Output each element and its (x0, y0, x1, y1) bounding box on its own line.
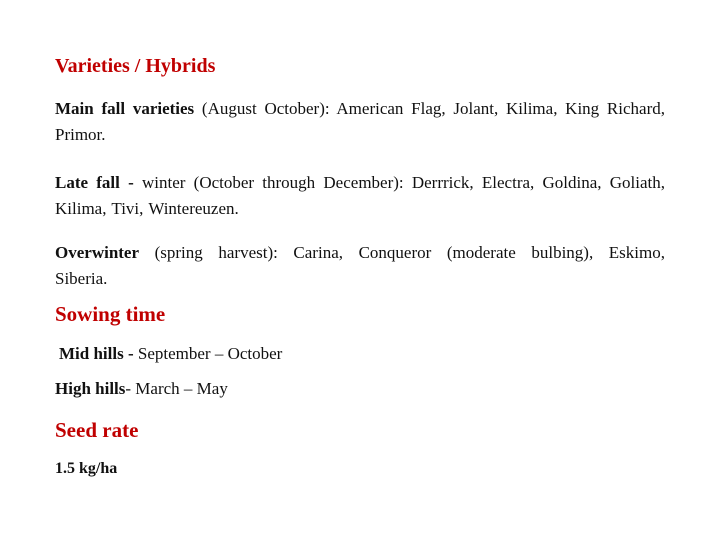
overwinter-paragraph (55, 240, 665, 292)
mid-hills-line (59, 343, 282, 365)
mid-hills-text: September – October (137, 344, 283, 363)
high-hills-label: High hills (55, 379, 126, 398)
seed-rate-value-text: 1.5 kg/ha (55, 460, 118, 477)
mid-hills-label: Mid hills - (59, 344, 138, 363)
varieties-heading: Varieties / Hybrids (55, 55, 216, 77)
sowing-time-heading: Sowing time (55, 302, 166, 326)
main-fall-varieties-label: Main fall varieties (55, 99, 195, 118)
late-fall-text: winter (October through December): Derrrick, Electra, Goldina, Goliath, Kilima, Tivi, Wintereuzen. (55, 173, 665, 218)
high-hills-line (55, 378, 228, 400)
overwinter-text: (spring harvest): Carina, Conqueror (moderate bulbing), Eskimo, Siberia. (55, 243, 665, 288)
late-fall-label: Late fall - (55, 173, 142, 192)
late-fall-paragraph (55, 170, 665, 222)
main-fall-varieties-text: (August October): American Flag, Jolant, Kilima, King Richard, Primor. (55, 99, 665, 144)
seed-rate-value (55, 458, 117, 480)
main-fall-varieties-paragraph (55, 96, 665, 148)
high-hills-text: - March – May (125, 379, 228, 398)
overwinter-label: Overwinter (55, 243, 140, 262)
seed-rate-heading: Seed rate (55, 418, 139, 442)
